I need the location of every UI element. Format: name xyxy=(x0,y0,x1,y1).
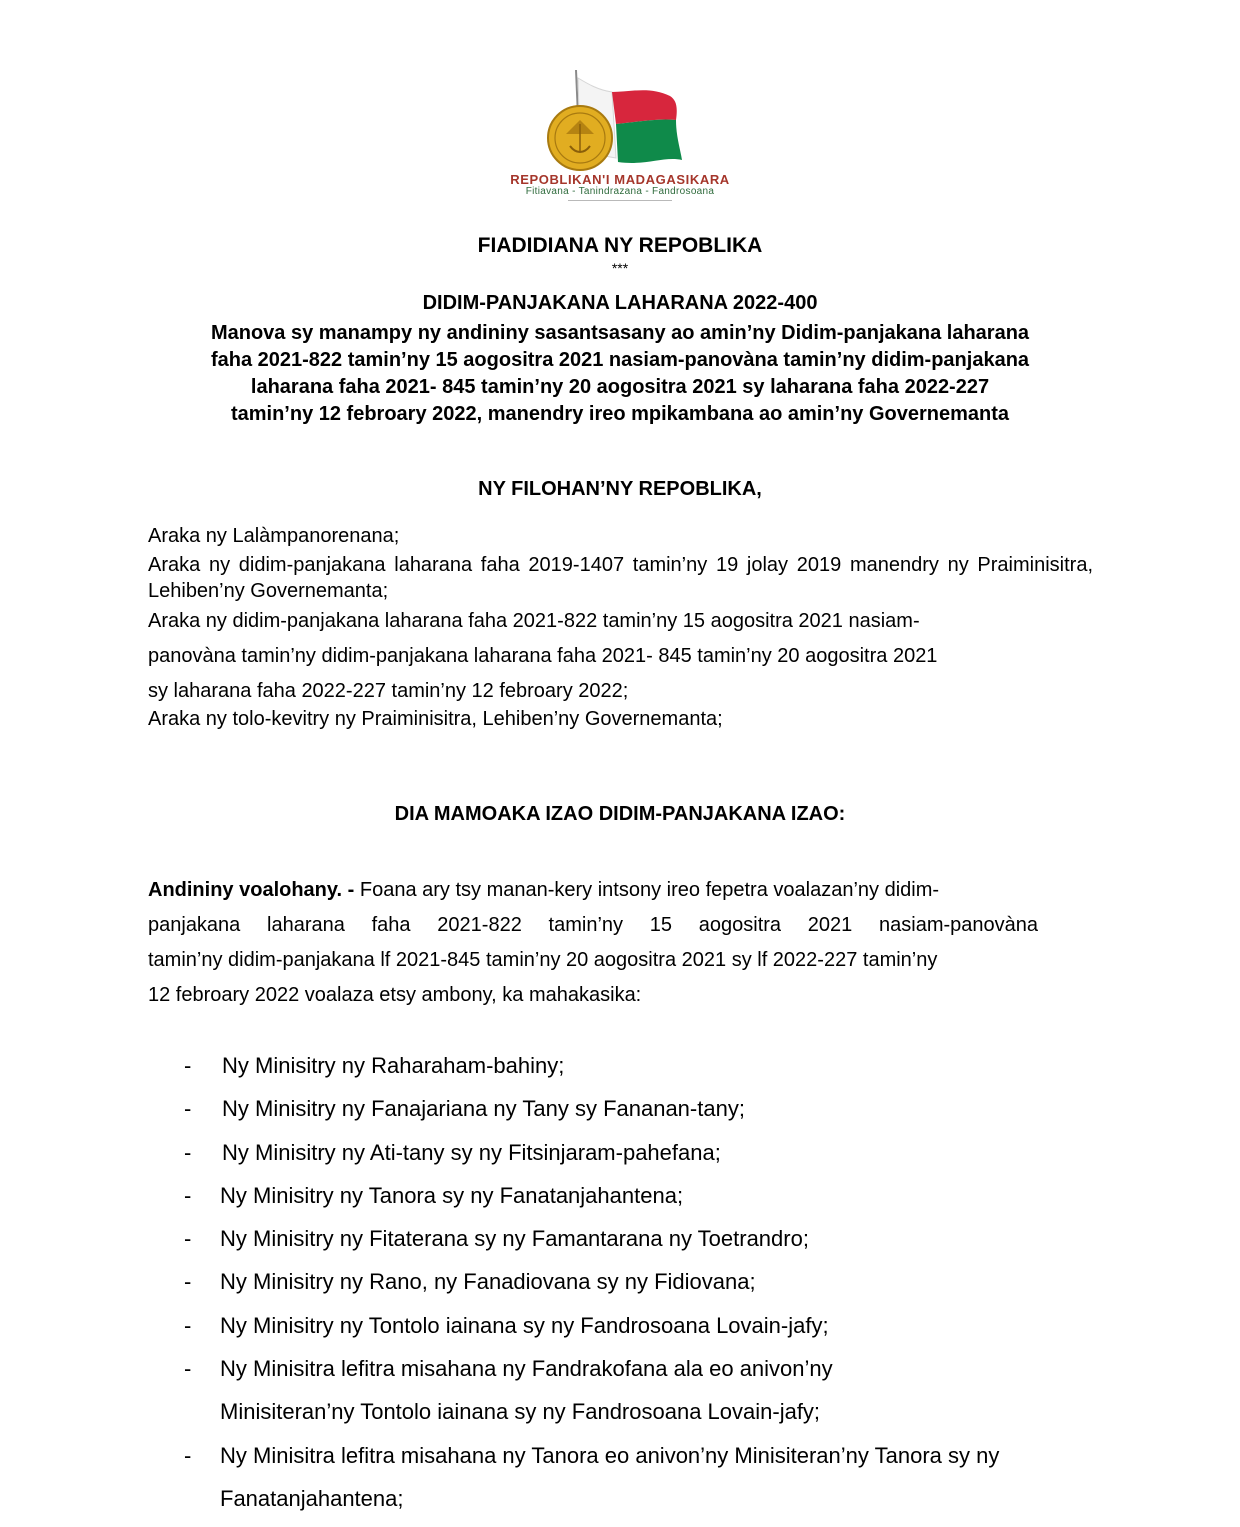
ministry-name: Ny Minisitra lefitra misahana ny Tanora eo anivon’ny Minisiteran’ny Tanora sy ny Fanatanjahantena; xyxy=(220,1442,1000,1511)
list-dash: - xyxy=(184,1096,192,1122)
article-1-line: panjakana laharana faha 2021-822 tamin’ny 15 aogositra 2021 nasiam-panovàna xyxy=(148,914,1038,936)
list-dash: - xyxy=(184,1269,192,1295)
decree-title xyxy=(120,320,1120,428)
consideration-line: sy laharana faha 2022-227 tamin’ny 12 febroary 2022; xyxy=(148,680,629,702)
decree-title-line: Manova sy manampy ny andininy sasantsasany ao amin’ny Didim-panjakana laharana xyxy=(210,322,1030,344)
article-1 xyxy=(148,873,1038,1013)
consideration-constitution: Araka ny Lalàmpanorenana; xyxy=(148,525,400,547)
decree-title-line: laharana faha 2021- 845 tamin’ny 20 aogositra 2021 sy laharana faha 2022-227 xyxy=(250,376,990,398)
president-heading: NY FILOHAN’NY REPOBLIKA, xyxy=(478,478,762,500)
ministry-name: Ny Minisitry ny Tontolo iainana sy ny Fandrosoana Lovain-jafy; xyxy=(220,1312,829,1338)
consideration-prime-minister-decree: Araka ny didim-panjakana laharana faha 2019-1407 tamin’ny 19 jolay 2019 manendry ny Praiminisitra, Lehiben’ny Governemanta; xyxy=(148,554,1093,602)
list-dash: - xyxy=(184,1139,192,1165)
ministry-name: Ny Minisitry ny Fanajariana ny Tany sy Fananan-tany; xyxy=(222,1096,745,1122)
ministry-name: Ny Minisitry ny Tanora sy ny Fanatanjahantena; xyxy=(220,1182,684,1208)
list-item xyxy=(180,1131,1100,1174)
list-dash: - xyxy=(184,1356,192,1382)
list-item xyxy=(180,1087,1100,1130)
ministry-name: Ny Minisitry ny Fitaterana sy ny Famantarana ny Toetrandro; xyxy=(220,1226,809,1252)
list-dash: - xyxy=(184,1226,192,1252)
list-dash: - xyxy=(184,1053,192,1078)
list-dash: - xyxy=(184,1182,192,1208)
decree-title-line: tamin’ny 12 febroary 2022, manendry ireo mpikambana ao amin’ny Governemanta xyxy=(230,403,1010,425)
list-item xyxy=(180,1304,1100,1347)
institution-heading: FIADIDIANA NY REPOBLIKA xyxy=(477,234,763,257)
ministry-name: Ny Minisitry ny Ati-tany sy ny Fitsinjaram-pahefana; xyxy=(222,1139,721,1165)
consideration-line: panovàna tamin’ny didim-panjakana laharana faha 2021- 845 tamin’ny 20 aogositra 2021 xyxy=(148,645,938,667)
decree-title-line: faha 2021-822 tamin’ny 15 aogositra 2021 nasiam-panovàna tamin’ny didim-panjakana xyxy=(210,349,1030,371)
list-item xyxy=(180,1260,1100,1303)
article-1-line: 12 febroary 2022 voalaza etsy ambony, ka mahakasika: xyxy=(148,984,642,1006)
logo-divider xyxy=(568,200,672,201)
list-item xyxy=(180,1174,1100,1217)
decrees-heading: DIA MAMOAKA IZAO DIDIM-PANJAKANA IZAO: xyxy=(394,803,846,825)
logo-motto: Fitiavana - Tanindrazana - Fandrosoana xyxy=(525,186,715,197)
list-item xyxy=(180,1347,1100,1434)
decree-number: DIDIM-PANJAKANA LAHARANA 2022-400 xyxy=(422,292,818,314)
ministries-list xyxy=(180,1044,1100,1520)
ministry-name: Ny Minisitry ny Raharaham-bahiny; xyxy=(222,1053,565,1078)
list-item xyxy=(180,1044,1100,1087)
consideration-government-decree xyxy=(148,604,1048,709)
article-1-heading: Andininy voalohany. - xyxy=(148,879,355,901)
article-1-line: Foana ary tsy manan-kery intsony ireo fepetra voalazan’ny didim- xyxy=(354,879,940,901)
consideration-proposal: Araka ny tolo-kevitry ny Praiminisitra, Lehiben’ny Governemanta; xyxy=(148,708,723,730)
ministry-name: Ny Minisitra lefitra misahana ny Fandrakofana ala eo anivon’ny Minisiteran’ny Tontolo iainana sy ny Fandrosoana Lovain-jafy; xyxy=(220,1356,833,1425)
list-dash: - xyxy=(184,1442,192,1468)
republic-logo xyxy=(470,62,770,202)
logo-republic-name: REPOBLIKAN'I MADAGASIKARA xyxy=(510,172,730,187)
heading-separator: *** xyxy=(611,260,629,276)
ministry-name: Ny Minisitry ny Rano, ny Fanadiovana sy ny Fidiovana; xyxy=(220,1269,756,1295)
list-dash: - xyxy=(184,1312,192,1338)
list-item xyxy=(180,1434,1100,1521)
consideration-line: Araka ny didim-panjakana laharana faha 2021-822 tamin’ny 15 aogositra 2021 nasiam- xyxy=(148,610,920,632)
list-item xyxy=(180,1217,1100,1260)
article-1-line: tamin’ny didim-panjakana lf 2021-845 tamin’ny 20 aogositra 2021 sy lf 2022-227 tamin’ny xyxy=(148,949,938,971)
emblem-flag-icon xyxy=(470,62,770,172)
